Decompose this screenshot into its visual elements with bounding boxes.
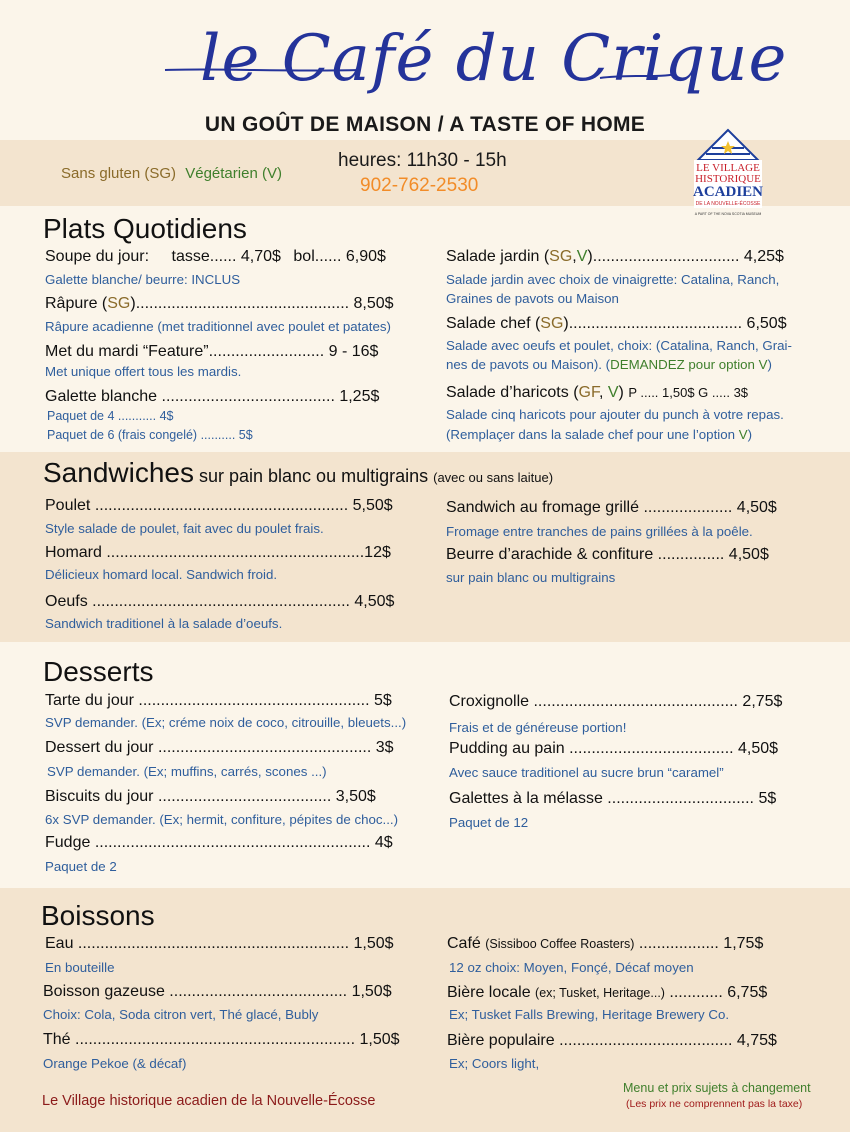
menu-item-fromage-grille: Sandwich au fromage grillé .................... 4,50$	[446, 499, 777, 516]
phone-number: 902-762-2530	[360, 175, 479, 196]
svg-text:LE VILLAGE: LE VILLAGE	[696, 162, 760, 174]
plats-heading: Plats Quotidiens	[43, 213, 247, 244]
menu-desc: Sandwich traditionel à la salade d’oeufs.	[45, 616, 283, 631]
menu-desc: 6x SVP demander. (Ex; hermit, confiture, pépites de choc...)	[45, 812, 399, 827]
menu-desc: (Remplaçer dans la salade chef pour une l’option V)	[446, 427, 753, 442]
menu-desc: SVP demander. (Ex; muffins, carrés, scones ...)	[47, 764, 327, 779]
menu-desc: Salade jardin avec choix de vinaigrette: Catalina, Ranch,	[446, 272, 780, 287]
tagline: UN GOÛT DE MAISON / A TASTE OF HOME	[204, 113, 646, 136]
footer-village: Le Village historique acadien de la Nouvelle-Écosse	[42, 1093, 376, 1109]
svg-text:HISTORIQUE: HISTORIQUE	[695, 173, 761, 185]
menu-desc: Style salade de poulet, fait avec du poulet frais.	[45, 521, 324, 536]
footer-price-notice: Menu et prix sujets à changement	[623, 1081, 811, 1095]
menu-item-biere-populaire: Bière populaire ....................................... 4,75$	[447, 1032, 777, 1049]
legend-sans-gluten: Sans gluten (SG)	[61, 165, 177, 182]
menu-item-cafe: Café (Sissiboo Coffee Roasters) .................. 1,75$	[447, 935, 764, 952]
menu-desc: sur pain blanc ou multigrains	[446, 570, 616, 585]
svg-text:A PART OF THE NOVA SCOTIA MUSE: A PART OF THE NOVA SCOTIA MUSEUM	[694, 212, 762, 216]
sandwiches-heading: Sandwiches sur pain blanc ou multigrains (avec ou sans laitue)	[43, 457, 554, 488]
menu-item-homard: Homard ..........................................................12$	[45, 544, 391, 561]
menu-item-dessert: Dessert du jour ................................................ 3$	[45, 739, 394, 756]
menu-desc: 12 oz choix: Moyen, Fonçé, Décaf moyen	[449, 960, 694, 975]
menu-desc: Graines de pavots ou Maison	[446, 291, 619, 306]
menu-desc: Met unique offert tous les mardis.	[45, 364, 242, 379]
menu-item-biscuits: Biscuits du jour ....................................... 3,50$	[45, 788, 376, 805]
menu-desc: Galette blanche/ beurre: INCLUS	[45, 272, 241, 287]
menu-item-salade-haricots: Salade d’haricots (GF, V) P ..... 1,50$ G ..... 3$	[446, 384, 749, 401]
menu-desc: Orange Pekoe (& décaf)	[43, 1056, 187, 1071]
village-acadien-logo	[692, 128, 764, 222]
menu-desc: Paquet de 12	[449, 815, 529, 830]
menu-item-rapure: Râpure (SG)................................................ 8,50$	[45, 295, 394, 312]
boissons-heading: Boissons	[41, 900, 155, 931]
menu-item-poulet: Poulet ......................................................... 5,50$	[45, 497, 393, 514]
menu-desc: Choix: Cola, Soda citron vert, Thé glacé, Bubly	[43, 1007, 319, 1022]
menu-item-salade-chef: Salade chef (SG)....................................... 6,50$	[446, 315, 787, 332]
menu-desc: Paquet de 2	[45, 859, 117, 874]
desserts-heading: Desserts	[43, 656, 154, 687]
menu-item-the: Thé ............................................................... 1,50$	[43, 1031, 400, 1048]
menu-desc: nes de pavots ou Maison). (DEMANDEZ pour option V)	[446, 357, 772, 372]
hours: heures: 11h30 - 15h	[338, 150, 507, 171]
menu-desc: Paquet de 6 (frais congelé) .......... 5$	[47, 428, 253, 442]
menu-item-gazeuse: Boisson gazeuse ........................................ 1,50$	[43, 983, 392, 1000]
diet-legend	[61, 165, 282, 182]
menu-item-soupe: Soupe du jour: tasse...... 4,70$ bol...... 6,90$	[45, 248, 386, 265]
menu-desc: Ex; Tusket Falls Brewing, Heritage Brewery Co.	[449, 1007, 730, 1022]
svg-text:ACADIEN: ACADIEN	[692, 184, 764, 200]
menu-item-tarte: Tarte du jour .................................................... 5$	[45, 692, 392, 709]
menu-item-biere-locale: Bière locale (ex; Tusket, Heritage...) ............ 6,75$	[447, 984, 768, 1001]
menu-desc: SVP demander. (Ex; créme noix de coco, citrouille, bleuets...)	[45, 715, 407, 730]
menu-desc: Avec sauce traditionel au sucre brun “caramel”	[449, 765, 724, 780]
menu-item-salade-jardin: Salade jardin (SG,V)................................. 4,25$	[446, 248, 784, 265]
menu-item-oeufs: Oeufs .......................................................... 4,50$	[45, 593, 395, 610]
menu-item-galette: Galette blanche ....................................... 1,25$	[45, 388, 380, 405]
menu-desc: Salade avec oeufs et poulet, choix: (Catalina, Ranch, Grai-	[446, 338, 792, 353]
menu-item-croxignolle: Croxignolle .............................................. 2,75$	[449, 693, 783, 710]
menu-desc: Ex; Coors light,	[449, 1056, 540, 1071]
menu-desc: Paquet de 4 ........... 4$	[47, 409, 174, 423]
menu-item-eau: Eau ............................................................. 1,50$	[45, 935, 394, 952]
legend-vegetarien: Végétarien (V)	[185, 165, 282, 182]
footer-tax-notice: (Les prix ne comprennent pas la taxe)	[626, 1098, 803, 1110]
menu-item-met-mardi: Met du mardi “Feature”.......................... 9 - 16$	[45, 343, 379, 360]
menu-desc: Fromage entre tranches de pains grillées à la poêle.	[446, 524, 753, 539]
menu-item-arachide: Beurre d’arachide & confiture ............... 4,50$	[446, 546, 769, 563]
cafe-title	[160, 8, 788, 108]
menu-desc: Délicieux homard local. Sandwich froid.	[45, 567, 278, 582]
menu-item-melasse: Galettes à la mélasse ................................. 5$	[449, 790, 777, 807]
menu-desc: Frais et de généreuse portion!	[449, 720, 627, 735]
menu-desc: En bouteille	[45, 960, 115, 975]
menu-item-fudge: Fudge .............................................................. 4$	[45, 834, 393, 851]
svg-text:DE LA NOUVELLE-ÉCOSSE: DE LA NOUVELLE-ÉCOSSE	[695, 201, 761, 207]
menu-desc: Salade cinq haricots pour ajouter du punch à votre repas.	[446, 407, 784, 422]
menu-desc: Râpure acadienne (met traditionnel avec poulet et patates)	[45, 319, 391, 334]
svg-text:le Café du Crique: le Café du Crique	[200, 22, 788, 96]
menu-item-pudding: Pudding au pain ..................................... 4,50$	[449, 740, 779, 757]
